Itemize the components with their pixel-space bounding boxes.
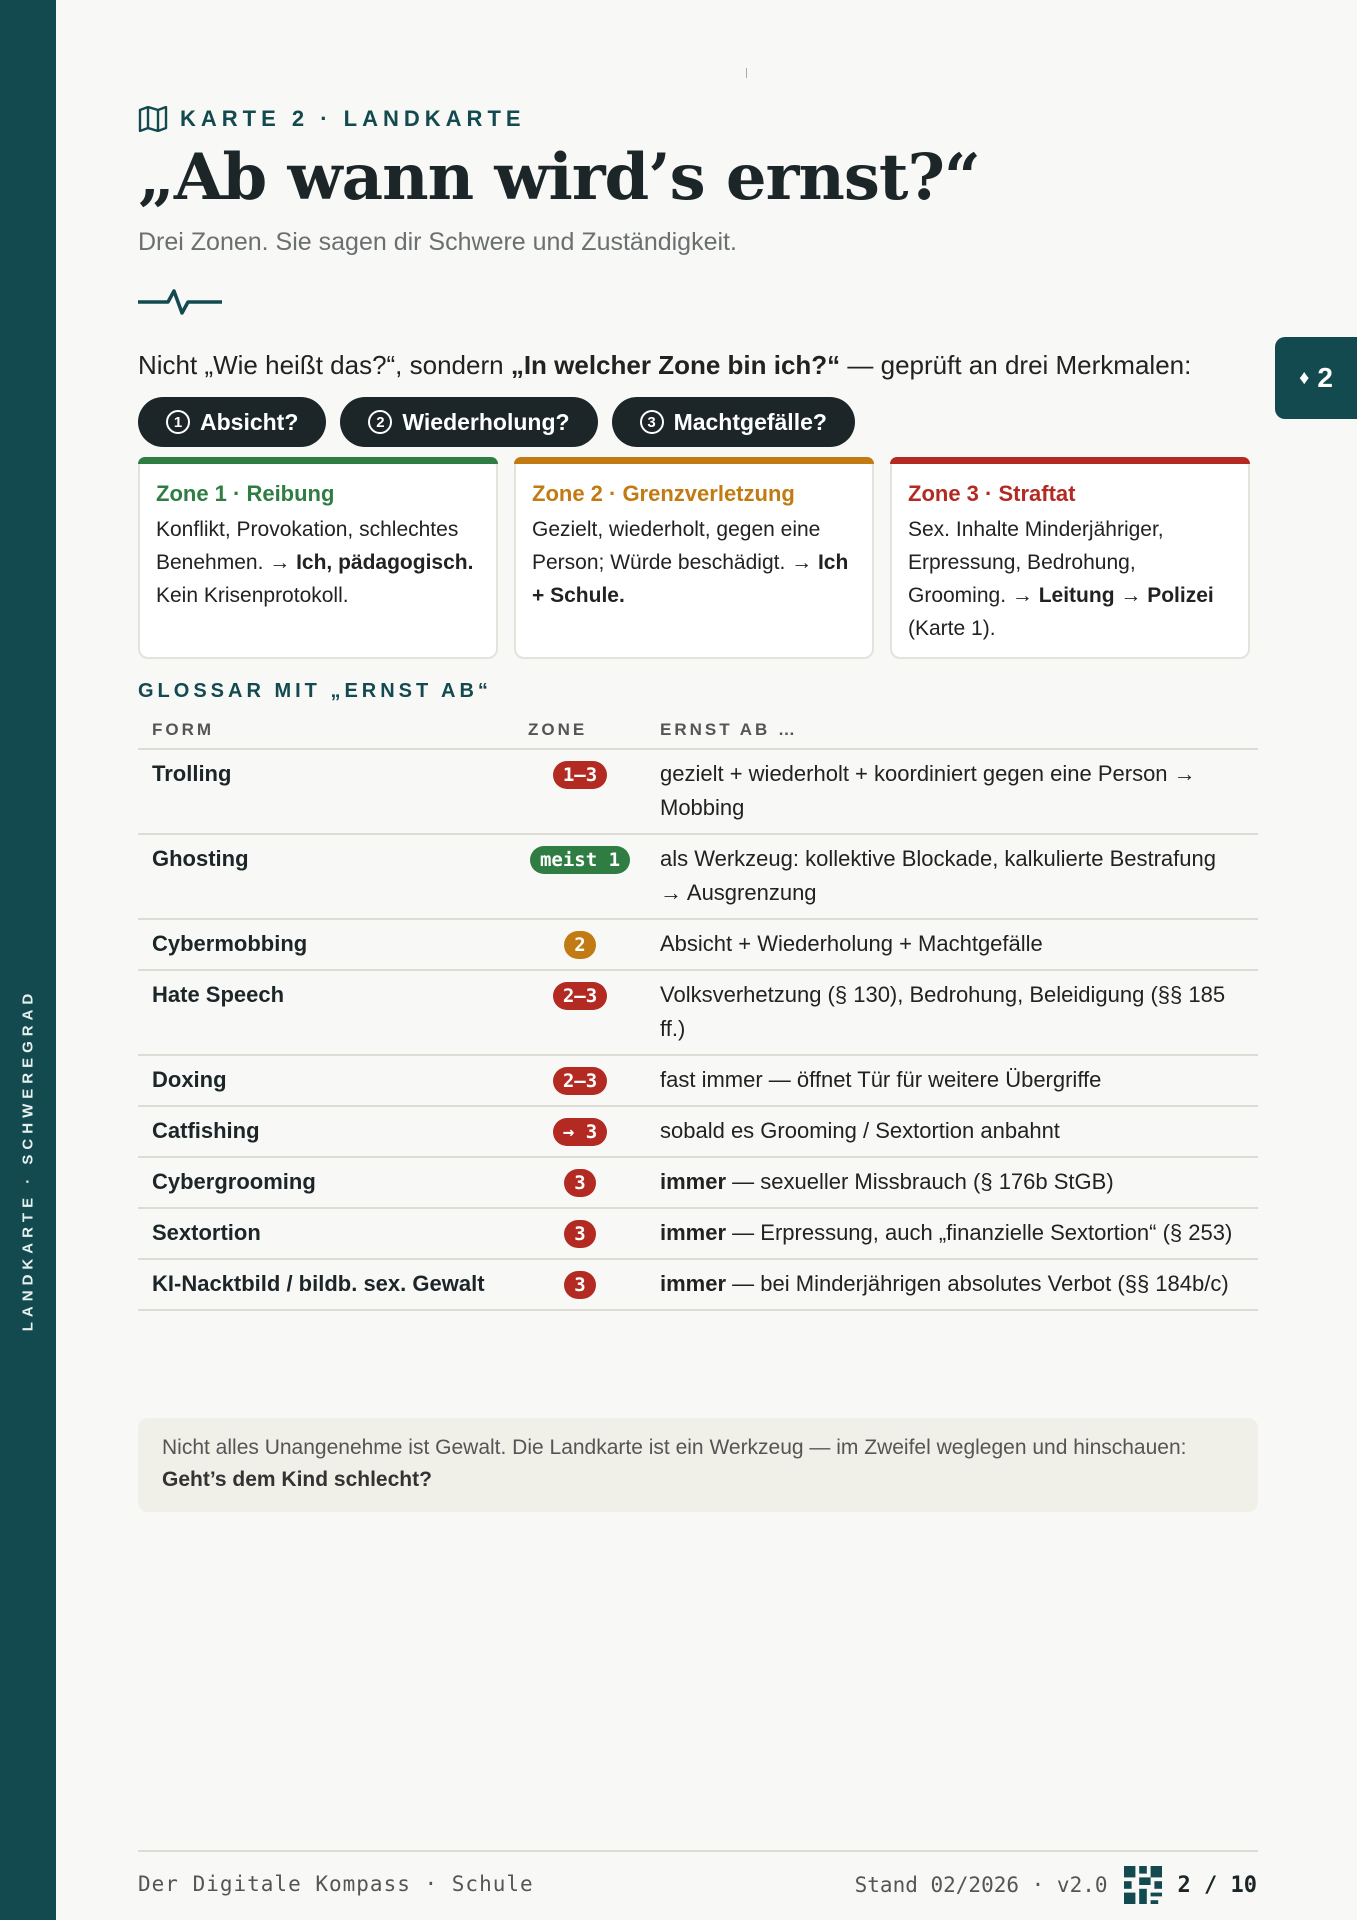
zone-body — [532, 513, 856, 612]
zone-card-3 — [890, 457, 1250, 659]
overline-text: KARTE 2 · LANDKARTE — [180, 106, 526, 131]
diamond-icon: ♦ — [1299, 366, 1310, 389]
zone-badge: 2–3 — [553, 1067, 607, 1095]
glossary-table — [138, 712, 1258, 1311]
desc-emphasis: immer — [660, 1271, 727, 1296]
intro-post: — geprüft an drei Merkmalen: — [840, 350, 1192, 380]
form-cell: Doxing — [138, 1055, 514, 1106]
desc-text: — Erpressung, auch „finanzielle Sextortion“ (§ 253) — [726, 1220, 1233, 1245]
note-bold: Geht’s dem Kind schlecht? — [162, 1468, 432, 1491]
zone-title: Zone 1 · Reibung — [156, 481, 335, 506]
zone-badge: 2 — [564, 931, 595, 959]
table-row — [138, 1259, 1258, 1310]
zone-badge: 3 — [564, 1271, 595, 1299]
desc-cell — [646, 970, 1258, 1055]
form-cell: Hate Speech — [138, 970, 514, 1055]
zone-cell — [514, 1157, 646, 1208]
zone-card-2 — [514, 457, 874, 659]
page-subtitle: Drei Zonen. Sie sagen dir Schwere und Zuständigkeit. — [138, 228, 737, 256]
criterion-label: Wiederholung? — [402, 408, 570, 435]
zone-action: → Ich + Schule. — [532, 551, 849, 607]
footer-right — [855, 1866, 1257, 1904]
desc-text: sobald es Grooming / Sextortion anbahnt — [660, 1118, 1060, 1143]
col-form-header: FORM — [138, 712, 514, 749]
zone-cards — [138, 457, 1258, 659]
desc-cell — [646, 1208, 1258, 1259]
sidebar-label: LANDKARTE · SCHWEREGRAD — [19, 988, 37, 1332]
pulse-icon — [138, 285, 222, 315]
zone-cell — [514, 1208, 646, 1259]
page-title: „Ab wann wird’s ernst?“ — [138, 140, 980, 215]
zone-cell — [514, 834, 646, 919]
table-row — [138, 834, 1258, 919]
zone-text-end: Kein Krisenprotokoll. — [156, 584, 349, 607]
zone-title: Zone 3 · Straftat — [908, 481, 1076, 506]
desc-text: fast immer — öffnet Tür für weitere Übergriffe — [660, 1067, 1102, 1092]
intro-text — [138, 350, 1258, 381]
desc-text: Absicht + Wiederholung + Machtgefälle — [660, 931, 1043, 956]
footer-stand: Stand 02/2026 · v2.0 — [854, 1873, 1108, 1897]
card-tab[interactable] — [1275, 337, 1357, 419]
table-row — [138, 1055, 1258, 1106]
table-row — [138, 919, 1258, 970]
desc-cell — [646, 1055, 1258, 1106]
intro-pre: Nicht „Wie heißt das?“, sondern — [138, 350, 511, 380]
zone-cell — [514, 970, 646, 1055]
page-number: 2 / 10 — [1177, 1872, 1257, 1898]
zone-text: Konflikt, Provokation, schlechtes Benehmen. — [156, 518, 459, 574]
zone-cell — [514, 749, 646, 834]
table-header-row — [138, 712, 1258, 749]
sidebar — [0, 0, 56, 1920]
desc-emphasis: immer — [660, 1169, 727, 1194]
desc-cell — [646, 749, 1258, 834]
desc-text: Volksverhetzung (§ 130), Bedrohung, Beleidigung (§§ 185 ff.) — [660, 982, 1226, 1041]
note-text: Nicht alles Unangenehme ist Gewalt. Die Landkarte ist ein Werkzeug — im Zweifel weglegen und hinschauen: — [162, 1436, 1187, 1459]
table-row — [138, 1157, 1258, 1208]
zone-card-1 — [138, 457, 498, 659]
desc-cell — [646, 834, 1258, 919]
zone-badge: 3 — [564, 1220, 595, 1248]
crop-marker — [746, 68, 747, 78]
pulse-divider — [138, 285, 1258, 320]
map-icon — [138, 106, 168, 132]
criterion-machtgefaelle — [612, 397, 855, 447]
criterion-absicht — [138, 397, 326, 447]
zone-text: Sex. Inhalte Minderjähriger, Erpressung, Bedrohung, Grooming. — [908, 518, 1164, 607]
table-row — [138, 1106, 1258, 1157]
zone-action: → Ich, pädagogisch. — [269, 551, 474, 574]
col-desc-header: ERNST AB … — [646, 712, 1258, 749]
desc-text: — sexueller Missbrauch (§ 176b StGB) — [726, 1169, 1114, 1194]
zone-cell — [514, 1259, 646, 1310]
desc-text: — bei Minderjährigen absolutes Verbot (§§ 184b/c) — [726, 1271, 1229, 1296]
zone-action: → Leitung → Polizei — [1011, 584, 1214, 607]
table-row — [138, 749, 1258, 834]
form-cell: KI-Nacktbild / bildb. sex. Gewalt — [138, 1259, 514, 1310]
footer-divider — [138, 1850, 1258, 1852]
number-2-icon: 2 — [368, 410, 392, 434]
desc-cell — [646, 919, 1258, 970]
zone-badge: 3 — [564, 1169, 595, 1197]
desc-text: als Werkzeug: kollektive Blockade, kalkulierte Bestrafung → Ausgrenzung — [660, 846, 1216, 905]
form-cell: Cybermobbing — [138, 919, 514, 970]
glossary-body — [138, 749, 1258, 1310]
note-box — [138, 1418, 1258, 1512]
zone-cell — [514, 919, 646, 970]
zone-body — [156, 513, 480, 612]
qr-code-icon — [1124, 1866, 1162, 1904]
table-row — [138, 1208, 1258, 1259]
table-row — [138, 970, 1258, 1055]
glossary-heading: GLOSSAR MIT „ERNST AB“ — [138, 680, 492, 702]
zone-text: Gezielt, wiederholt, gegen eine Person; Würde beschädigt. — [532, 518, 821, 574]
intro-bold: „In welcher Zone bin ich?“ — [510, 350, 841, 380]
zone-cell — [514, 1055, 646, 1106]
zone-badge: → 3 — [553, 1118, 607, 1146]
zone-text-end: (Karte 1). — [908, 617, 996, 640]
form-cell: Sextortion — [138, 1208, 514, 1259]
col-zone-header: ZONE — [514, 712, 646, 749]
footer-left: Der Digitale Kompass · Schule — [138, 1872, 534, 1896]
zone-body — [908, 513, 1232, 645]
desc-cell — [646, 1259, 1258, 1310]
desc-cell — [646, 1106, 1258, 1157]
desc-emphasis: immer — [660, 1220, 727, 1245]
zone-badge: 1–3 — [553, 761, 607, 789]
card-number: 2 — [1317, 362, 1333, 393]
zone-title: Zone 2 · Grenzverletzung — [532, 481, 795, 506]
criterion-wiederholung — [340, 397, 597, 447]
desc-text: gezielt + wiederholt + koordiniert gegen eine Person → Mobbing — [660, 761, 1196, 820]
zone-badge: meist 1 — [530, 846, 630, 874]
form-cell: Cybergrooming — [138, 1157, 514, 1208]
criteria-pills — [138, 397, 1258, 447]
desc-cell — [646, 1157, 1258, 1208]
zone-cell — [514, 1106, 646, 1157]
overline — [138, 106, 1258, 132]
form-cell: Trolling — [138, 749, 514, 834]
form-cell: Catfishing — [138, 1106, 514, 1157]
number-1-icon: 1 — [166, 410, 190, 434]
criterion-label: Machtgefälle? — [673, 408, 827, 435]
zone-badge: 2–3 — [553, 982, 607, 1010]
criterion-label: Absicht? — [200, 408, 299, 435]
number-3-icon: 3 — [640, 410, 664, 434]
form-cell: Ghosting — [138, 834, 514, 919]
